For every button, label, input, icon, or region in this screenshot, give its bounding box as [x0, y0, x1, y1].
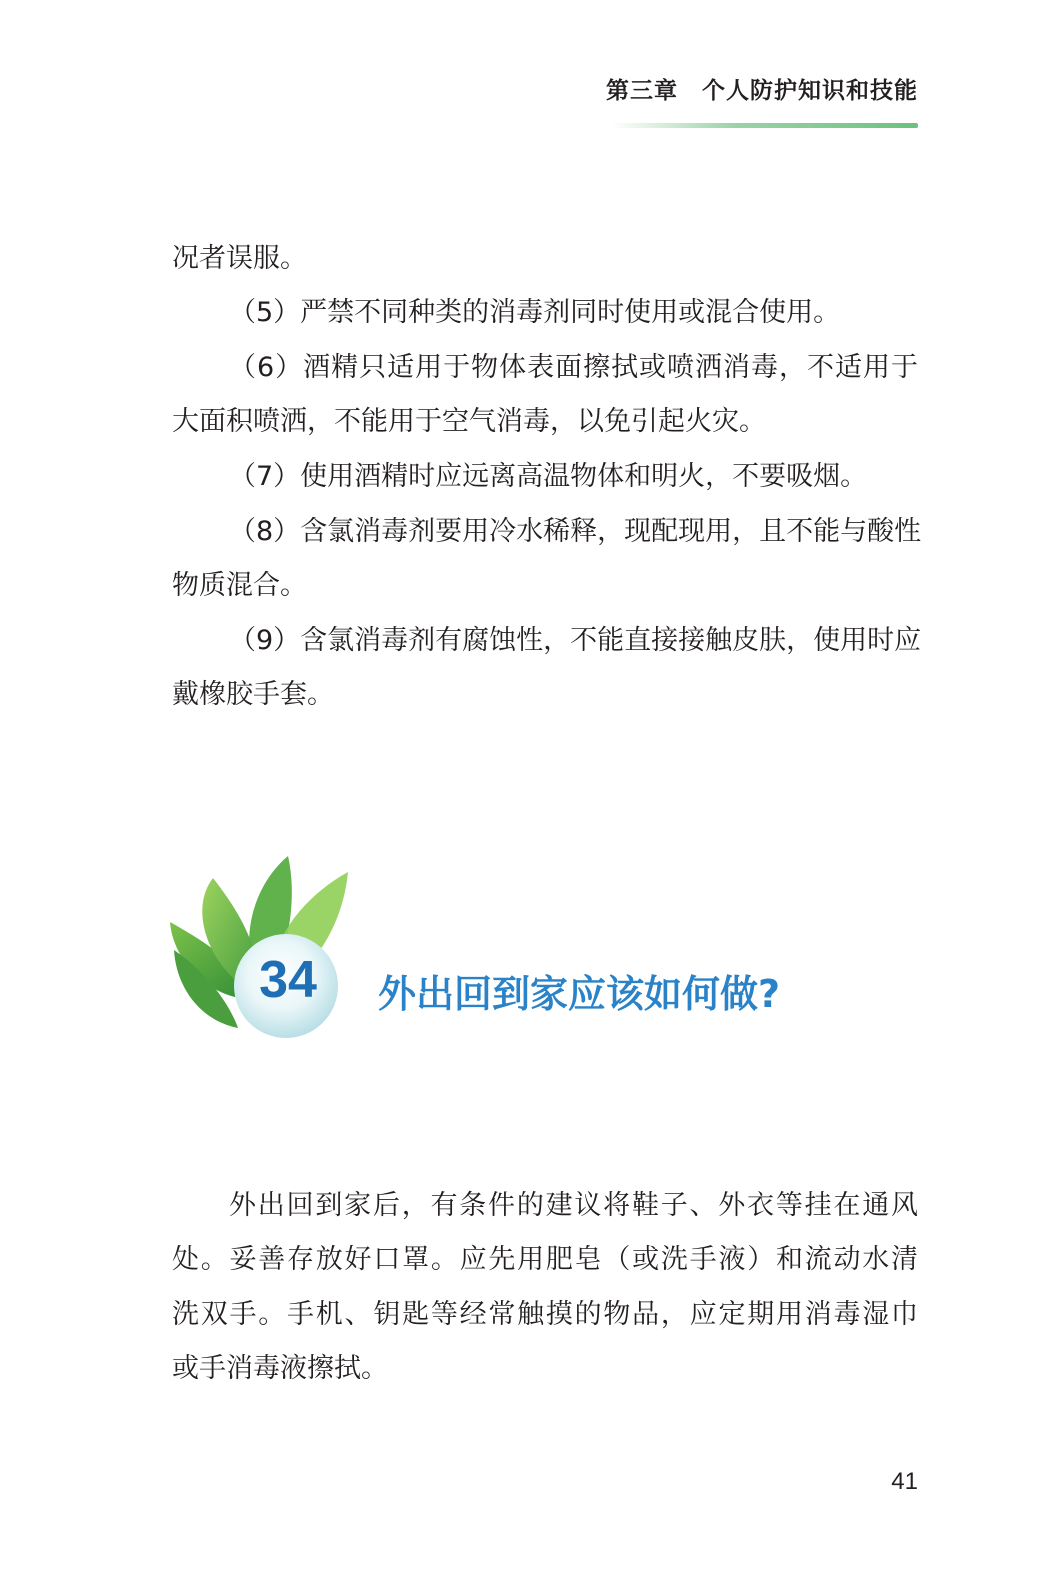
header-divider — [612, 123, 918, 128]
page-number: 41 — [891, 1468, 918, 1495]
leaf-badge-icon — [168, 850, 350, 1042]
paragraph-line: （5）严禁不同种类的消毒剂同时使用或混合使用。 — [229, 297, 841, 328]
paragraph-line: （8）含氯消毒剂要用冷水稀释，现配现用，且不能与酸性 — [229, 516, 922, 547]
section-title: 外出回到家应该如何做? — [378, 972, 781, 1016]
section-number: 34 — [259, 951, 317, 1009]
paragraph-line: （6）酒精只适用于物体表面擦拭或喷洒消毒，不适用于 — [229, 352, 918, 383]
paragraph-line: （7）使用酒精时应远离高温物体和明火，不要吸烟。 — [229, 461, 868, 492]
paragraph-line: 大面积喷洒，不能用于空气消毒，以免引起火灾。 — [172, 406, 766, 437]
chapter-title: 第三章 个人防护知识和技能 — [606, 78, 918, 104]
paragraph-line: 物质混合。 — [172, 570, 307, 601]
paragraph-line: （9）含氯消毒剂有腐蚀性，不能直接接触皮肤，使用时应 — [229, 625, 922, 656]
paragraph-line: 外出回到家后，有条件的建议将鞋子、外衣等挂在通风 — [229, 1190, 918, 1221]
paragraph-line: 或手消毒液擦拭。 — [172, 1353, 388, 1384]
paragraph-line: 处。妥善存放好口罩。应先用肥皂（或洗手液）和流动水清 — [172, 1244, 918, 1275]
paragraph-line: 况者误服。 — [172, 243, 307, 274]
paragraph-line: 戴橡胶手套。 — [172, 679, 334, 710]
paragraph-line: 洗双手。手机、钥匙等经常触摸的物品，应定期用消毒湿巾 — [172, 1299, 918, 1330]
